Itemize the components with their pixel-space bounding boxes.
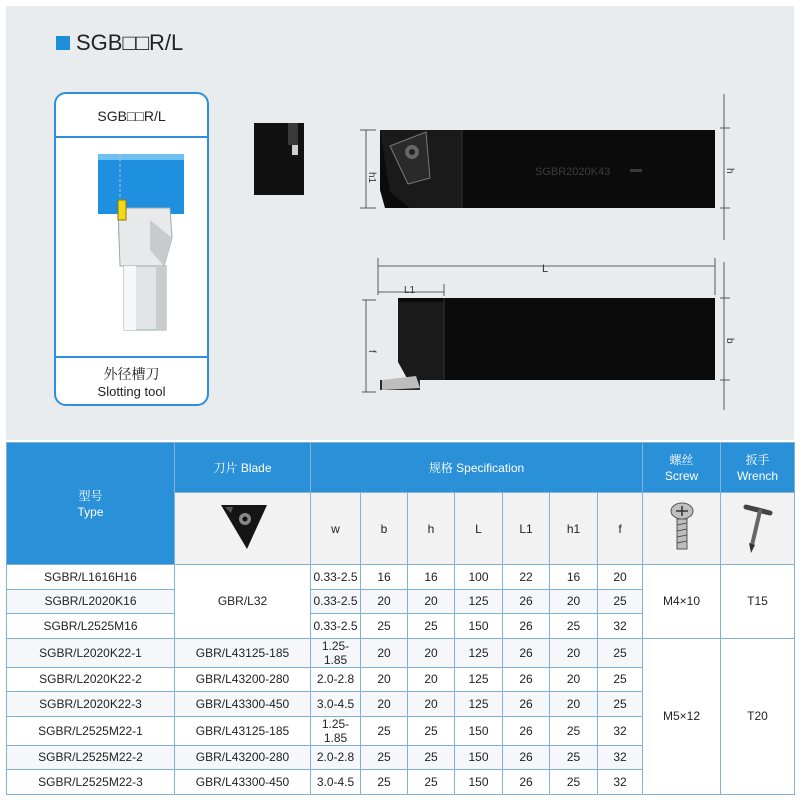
cell-L1: 26 [503,667,550,692]
col-L1: L1 [503,493,550,565]
cell-type: SGBR/L2020K22-1 [7,638,175,667]
cell-h: 16 [408,565,455,590]
cell-wrench-group2: T20 [721,638,795,794]
cell-h: 25 [408,770,455,795]
insert-side-view [254,123,304,195]
cell-L1: 26 [503,638,550,667]
cell-f: 25 [598,667,643,692]
dim-b: b [724,338,735,344]
cell-w: 3.0-4.5 [311,770,361,795]
screw-icon [667,499,697,555]
dim-h1: h1 [366,172,377,184]
cell-b: 25 [361,614,408,639]
col-f: f [598,493,643,565]
cell-type: SGBR/L2525M22-3 [7,770,175,795]
cell-blade: GBR/L43200-280 [175,745,311,770]
cell-f: 25 [598,692,643,717]
cell-type: SGBR/L2020K22-3 [7,692,175,717]
cell-L1: 22 [503,565,550,590]
spec-table [6,442,795,795]
cell-L: 150 [455,745,503,770]
cell-f: 25 [598,638,643,667]
cell-type: SGBR/L2020K22-2 [7,667,175,692]
cell-f: 32 [598,745,643,770]
cell-blade: GBR/L43300-450 [175,770,311,795]
cell-h1: 25 [550,770,598,795]
cell-b: 20 [361,667,408,692]
cell-w: 0.33-2.5 [311,565,361,590]
header-wrench: 扳手 Wrench [721,443,795,493]
cell-type: SGBR/L1616H16 [7,565,175,590]
cell-h1: 16 [550,565,598,590]
col-L: L [455,493,503,565]
tool-name-en: Slotting tool [97,384,166,399]
cell-L: 125 [455,589,503,614]
cell-f: 32 [598,614,643,639]
cell-w: 2.0-2.8 [311,745,361,770]
cell-h: 20 [408,589,455,614]
cell-b: 16 [361,565,408,590]
cell-blade-group1: GBR/L32 [175,565,311,639]
wrench-image-cell [721,493,795,565]
header-type: 型号 Type [7,443,175,565]
cell-blade: GBR/L43200-280 [175,667,311,692]
cell-type: SGBR/L2525M22-1 [7,716,175,745]
cell-L1: 26 [503,716,550,745]
cell-type: SGBR/L2020K16 [7,589,175,614]
blade-image-cell [175,493,311,565]
cell-h: 25 [408,614,455,639]
cell-type: SGBR/L2525M16 [7,614,175,639]
cell-wrench-group1: T15 [721,565,795,639]
col-h: h [408,493,455,565]
technical-drawings [230,80,790,425]
cell-h1: 20 [550,692,598,717]
cell-h1: 25 [550,614,598,639]
cell-h: 25 [408,745,455,770]
cell-w: 3.0-4.5 [311,692,361,717]
cell-L: 125 [455,638,503,667]
cell-L: 100 [455,565,503,590]
cell-b: 20 [361,638,408,667]
cell-blade: GBR/L43300-450 [175,692,311,717]
product-heading [56,30,183,56]
cell-h1: 20 [550,589,598,614]
cell-w: 0.33-2.5 [311,614,361,639]
cell-f: 20 [598,565,643,590]
cell-w: 1.25-1.85 [311,716,361,745]
col-h1: h1 [550,493,598,565]
wrench-icon [738,499,778,555]
table-row [7,638,795,667]
cell-L1: 26 [503,614,550,639]
cell-b: 20 [361,589,408,614]
cell-b: 25 [361,770,408,795]
cell-f: 32 [598,770,643,795]
cell-f: 32 [598,716,643,745]
holder-top-view [380,130,715,208]
cell-screw-group1: M4×10 [643,565,721,639]
screw-image-cell [643,493,721,565]
cell-b: 25 [361,716,408,745]
dim-h: h [724,168,735,174]
header-screw: 螺丝 Screw [643,443,721,493]
cell-L: 125 [455,692,503,717]
insert-icon [213,499,273,555]
col-w: w [311,493,361,565]
cell-h: 20 [408,638,455,667]
col-b: b [361,493,408,565]
header-spec: 规格 Specification [311,443,643,493]
cell-L1: 26 [503,692,550,717]
heading-text: SGB□□R/L [76,30,184,55]
cell-h1: 20 [550,667,598,692]
cell-L1: 26 [503,770,550,795]
dim-L: L [542,263,549,275]
holder-front-view [380,298,715,390]
cell-h: 20 [408,692,455,717]
cell-h: 25 [408,716,455,745]
dim-L1: L1 [404,285,416,296]
cell-blade: GBR/L43125-185 [175,638,311,667]
cell-w: 2.0-2.8 [311,667,361,692]
cell-b: 25 [361,745,408,770]
cell-screw-group2: M5×12 [643,638,721,794]
cell-L1: 26 [503,589,550,614]
cell-blade: GBR/L43125-185 [175,716,311,745]
cell-L: 150 [455,716,503,745]
header-blade: 刀片 Blade [175,443,311,493]
cell-L: 125 [455,667,503,692]
cell-h: 20 [408,667,455,692]
cell-L: 150 [455,614,503,639]
holder-marking: SGBR2020K43 [535,166,611,178]
cell-L: 150 [455,770,503,795]
cell-w: 0.33-2.5 [311,589,361,614]
dim-f: f [366,350,377,353]
cell-h1: 25 [550,745,598,770]
tool-card [54,92,209,406]
slotting-illustration [60,138,207,348]
card-divider-bottom [56,356,207,358]
cell-L1: 26 [503,745,550,770]
card-title: SGB□□R/L [97,108,166,124]
cell-type: SGBR/L2525M22-2 [7,745,175,770]
cell-h1: 20 [550,638,598,667]
table-row [7,565,795,590]
cell-f: 25 [598,589,643,614]
cell-b: 20 [361,692,408,717]
tool-name-cn: 外径槽刀 [103,366,160,382]
cell-w: 1.25-1.85 [311,638,361,667]
heading-marker [56,36,70,50]
cell-h1: 25 [550,716,598,745]
